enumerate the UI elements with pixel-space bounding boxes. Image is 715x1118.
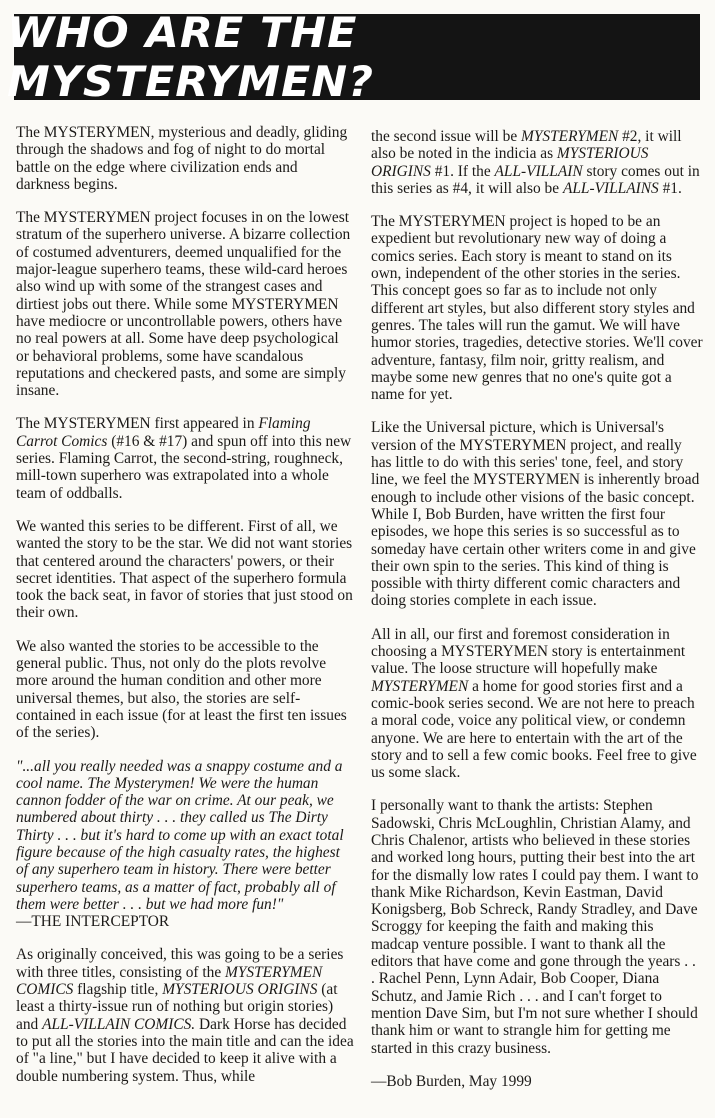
text-run: (#16 & #17) and spun off into this new series. Flaming Carrot, the second-string, roughneck, mill-town superhero was extrapolated into a whole team of oddballs.: [16, 432, 352, 502]
right-column: [371, 128, 703, 1106]
paragraph: [16, 946, 354, 1084]
text-run: All in all, our first and foremost consideration in choosing a MYSTERYMEN story is entertainment value. The loose structure will hopefully make: [371, 625, 686, 678]
italic-title: MYSTERIOUS ORIGINS: [162, 981, 318, 999]
left-column: [16, 124, 354, 1101]
text-run: flagship title,: [73, 981, 163, 999]
paragraph: The MYSTERYMEN, mysterious and deadly, gliding through the shadows and fog of night to do mortal battle on the edge where civilization ends and darkness begins.: [16, 124, 348, 193]
text-run: a home for good stories first and a comic-book series second. We are not here to preach a moral code, voice any political view, or condemn anyone. We are here to entertain with the art of the story and to sell a few comic books. Feel free to give us some slack.: [371, 677, 697, 782]
paragraph: The MYSTERYMEN project is hoped to be an expedient but revolutionary new way of doing a comics series. Each story is meant to stand on its own, independent of the other stories in the series. This concept goes so far as to include not only different art styles, but also different story styles and genres. The tales will run the gamut. We will have humor stories, tragedies, detective stories. We'll cover adventure, fantasy, film noir, gritty realism, and maybe some new genres that no one's quite got a name for yet.: [371, 213, 703, 404]
italic-title: MYSTERIOUS ORIGINS: [371, 145, 649, 180]
quote-attribution: —THE INTERCEPTOR: [16, 913, 170, 931]
page-title: WHO ARE THE MYSTERYMEN?: [7, 8, 375, 106]
paragraph: The MYSTERYMEN project focuses in on the lowest stratum of the superhero universe. A bizarre collection of costumed adventurers, deemed unqualified for the major-league superhero teams, these wild-card heroes also wind up with some of the strangest cases and dirtiest jobs out there. While some MYSTERYMEN have mediocre or uncontrollable powers, others have no real powers at all. Some have deep psychological or behavioral problems, some have scandalous reputations and checkered pasts, and some are simply insane.: [16, 209, 351, 400]
text-run: The MYSTERYMEN first appeared in: [16, 415, 259, 433]
title-banner: [7, 8, 700, 106]
text-run: #2, it will also be noted in the indicia as: [371, 128, 682, 163]
italic-title: MYSTERYMEN: [371, 677, 469, 695]
italic-title: ALL-VILLAIN: [494, 162, 583, 180]
pull-quote: "...all you really needed was a snappy costume and a cool name. The Mysterymen! We were the human cannon fodder of the war on crime. At our peak, we numbered about thirty . . . they called us The Dirty Thirty . . . but it's hard to come up with an exact total figure because of the high casualty rates, the highest of any superhero team in history. There were better superhero teams, as a matter of fact, probably all of them were better . . . but we had more fun!": [16, 757, 344, 913]
text-run: (at least a thirty-issue run of nothing but origin stories) and: [16, 981, 338, 1033]
italic-title: ALL-VILLAIN COMICS.: [42, 1015, 196, 1033]
paragraph: [371, 128, 703, 197]
paragraph: We wanted this series to be different. First of all, we wanted the story to be the star. We did not want stories that centered around the characters' powers, or their secret identities. That aspect of the superhero formula took the back seat, in favor of stories that just stood on their own.: [16, 517, 353, 622]
paragraph: [371, 626, 703, 782]
paragraph: We also wanted the stories to be accessible to the general public. Thus, not only do the plots revolve more around the human condition and other more universal themes, but also, the stories are self-contained in each issue (for at least the first ten issues of the series).: [16, 637, 347, 742]
italic-title: MYSTERYMEN: [521, 128, 619, 145]
italic-title: Flaming Carrot Comics: [16, 415, 311, 450]
text-run: As originally conceived, this was going to be a series with three titles, consisting of the: [16, 946, 344, 981]
paragraph: I personally want to thank the artists: Stephen Sadowski, Chris McLoughlin, Christian Alamy, and Chris Chalenor, artists who believed in these stories and worked long hours, putting their best into the art for the dismally low rates I could pay them. I want to thank Mike Richardson, Kevin Eastman, David Konigsberg, Bob Schreck, Randy Stradley, and Dave Scroggy for keeping the faith and making this madcap venture possible. I want to thank all the editors that have come and gone through the years . . . Rachel Penn, Lynn Adair, Bob Cooper, Diana Schutz, and Jamie Rich . . . and I can't forget to mention Dave Sim, but I'm not sure whether I should thank him or want to strangle him for getting me started in this crazy business.: [371, 797, 699, 1057]
text-run: the second issue will be: [371, 128, 522, 145]
text-run: story comes out in this series as #4, it will also be: [371, 162, 700, 197]
text-run: Dark Horse has decided to put all the stories into the main title and can the idea of "a line," but I have decided to keep it alive with a double numbering system. Thus, while: [16, 1015, 354, 1085]
italic-title: ALL-VILLAINS: [562, 179, 659, 197]
paragraph: [16, 415, 354, 501]
signature: —Bob Burden, May 1999: [371, 1072, 532, 1090]
italic-title: MYSTERYMEN COMICS: [16, 963, 323, 999]
paragraph: Like the Universal picture, which is Universal's version of the MYSTERYMEN project, and really has little to do with this series' tone, feel, and story line, we feel the MYSTERYMEN is inherently broad enough to include other visions of the basic concept. While I, Bob Burden, have written the first four episodes, we hope this series is so successful as to someday have certain other writers come in and give their own spin to the series. This kind of thing is possible with thirty different comic characters and doing stories complete in each issue.: [371, 419, 700, 610]
text-run: #1. If the: [430, 162, 495, 180]
text-run: #1.: [658, 179, 682, 197]
